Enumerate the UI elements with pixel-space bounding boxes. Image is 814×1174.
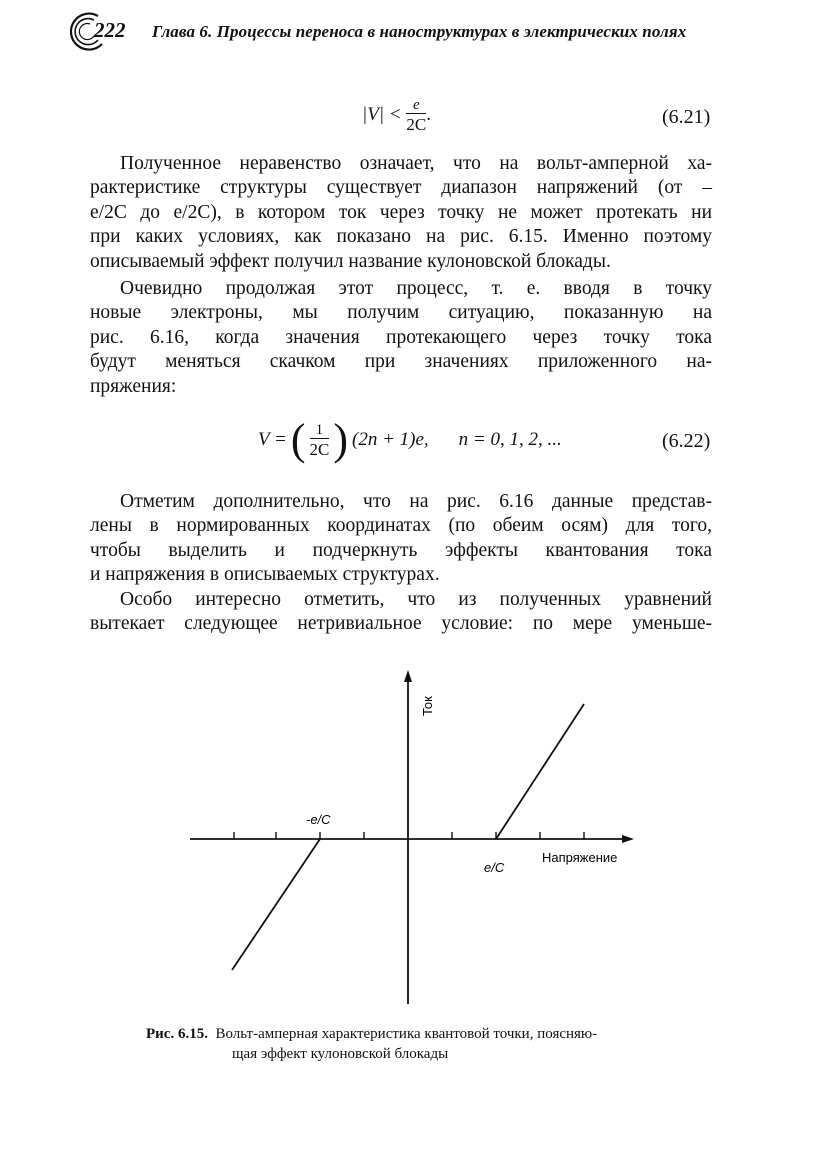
eq-6-22-rest: (2n + 1)e,	[352, 429, 429, 450]
paragraph-2-line: будут меняться скачком при значениях приложенного на-	[90, 351, 712, 373]
iv-characteristic-figure	[186, 668, 636, 1008]
paragraph-3-line: лены в нормированных координатах (по обеим осям) для того,	[90, 515, 712, 537]
equation-6-22-number: (6.22)	[662, 430, 711, 452]
paragraph-1-line: Полученное неравенство означает, что на вольт-амперной ха-	[120, 153, 712, 174]
caption-label: Рис. 6.15.	[146, 1026, 208, 1042]
left-paren: (	[290, 415, 306, 464]
paragraph-2	[90, 277, 712, 399]
eq-6-22-fraction	[310, 423, 330, 458]
right-paren: )	[333, 415, 348, 464]
paragraph-2-line: новые электроны, мы получим ситуацию, показанную на	[90, 302, 712, 324]
eq-6-21-fraction	[406, 98, 426, 133]
paragraph-4-line: вытекает следующее нетривиальное условие: по мере уменьше-	[90, 613, 712, 635]
paragraph-3	[90, 490, 712, 588]
paragraph-2-line: рис. 6.16, когда значения протекающего через точку тока	[90, 326, 712, 348]
paragraph-1-line: при каких условиях, как показано на рис. 6.15. Именно поэтому	[90, 226, 712, 248]
x-axis-ticks	[234, 832, 584, 839]
eq-6-21-lhs: |V| <	[362, 103, 402, 125]
equation-6-22	[258, 415, 562, 464]
equation-6-21	[362, 98, 431, 133]
y-axis-arrow-icon	[404, 670, 412, 682]
eq-6-22-condition: n = 0, 1, 2, ...	[458, 429, 562, 450]
paragraph-1-line: e/2C до e/2C), в котором ток через точку не может протекать ни	[90, 201, 712, 223]
eq-6-22-lhs: V =	[258, 429, 287, 450]
paragraph-4	[90, 588, 712, 637]
paragraph-3-line: Отметим дополнительно, что на рис. 6.16 данные представ-	[120, 491, 712, 512]
paragraph-1-line: описываемый эффект получил название кулоновской блокады.	[90, 250, 611, 272]
running-title: Глава 6. Процессы переноса в наноструктурах в электрических полях	[152, 22, 687, 41]
paragraph-3-line: и напряжения в описываемых структурах.	[90, 564, 440, 586]
page-number: 222	[94, 18, 126, 42]
caption-line-2: щая эффект кулоновской блокады	[232, 1046, 449, 1062]
paragraph-2-line: пряжения:	[90, 375, 177, 397]
x-axis-arrow-icon	[622, 835, 634, 843]
equation-6-21-number: (6.21)	[662, 106, 711, 128]
paragraph-4-line: Особо интересно отметить, что из полученных уравнений	[120, 589, 712, 610]
positive-branch	[496, 704, 584, 839]
eq-6-21-tail: .	[426, 103, 431, 125]
eq-6-22-numerator: 1	[310, 423, 330, 439]
eq-6-21-numerator: e	[406, 98, 426, 114]
y-axis-label: Ток	[420, 696, 435, 716]
pos-threshold-label: e/C	[484, 860, 505, 875]
eq-6-22-denominator: 2C	[309, 439, 330, 459]
caption-line-1: Вольт-амперная характеристика квантовой точки, поясняю-	[215, 1026, 598, 1042]
paragraph-1	[90, 152, 712, 274]
paragraph-3-line: чтобы выделить и подчеркнуть эффекты квантования тока	[90, 539, 712, 561]
paragraph-2-line: Очевидно продолжая этот процесс, т. е. вводя в точку	[120, 278, 712, 299]
eq-6-21-denominator: 2C	[406, 115, 427, 134]
paragraph-1-line: рактеристике структуры существует диапазон напряжений (от –	[90, 177, 712, 199]
negative-branch	[232, 839, 320, 970]
figure-caption	[146, 1024, 726, 1064]
neg-threshold-label: -e/C	[306, 812, 331, 827]
x-axis-label: Напряжение	[542, 850, 618, 865]
